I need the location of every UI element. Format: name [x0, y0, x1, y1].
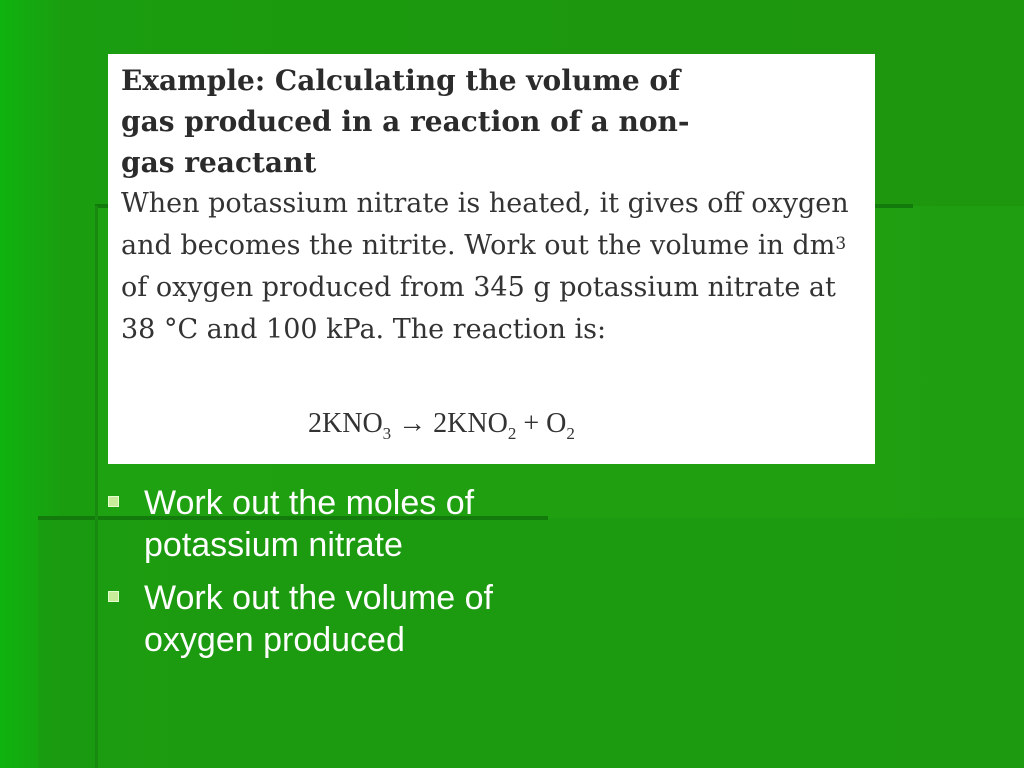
example-text: [121, 183, 863, 351]
example-text-part: of oxygen produced from 345 g potassium nitrate at 38 °C and 100 kPa. The reaction is:: [121, 272, 836, 345]
equation-subscript: 2: [507, 424, 517, 443]
example-title: Example: Calculating the volume of gas produced in a reaction of a non-gas reactant: [121, 64, 690, 179]
bullet-list: [102, 482, 542, 672]
example-image: [108, 54, 875, 464]
bullet-item: [102, 577, 542, 661]
bullet-text: Work out the moles of potassium nitrate: [144, 484, 475, 564]
bullet-text: Work out the volume of oxygen produced: [144, 579, 493, 659]
square-bullet-icon: [108, 496, 119, 507]
decorative-line: [95, 206, 98, 768]
unit-superscript: 3: [835, 234, 847, 254]
chemical-equation: [308, 408, 575, 443]
equation-part: + O: [516, 408, 567, 439]
equation-part: 2KNO: [308, 408, 383, 439]
square-bullet-icon: [108, 591, 119, 602]
equation-subscript: 3: [382, 424, 392, 443]
equation-subscript: 2: [566, 424, 575, 443]
bullet-item: [102, 482, 542, 566]
example-text-part: When potassium nitrate is heated, it gives off oxygen and becomes the nitrite. Work out the volume in dm: [121, 188, 849, 261]
equation-part: → 2KNO: [391, 408, 508, 439]
